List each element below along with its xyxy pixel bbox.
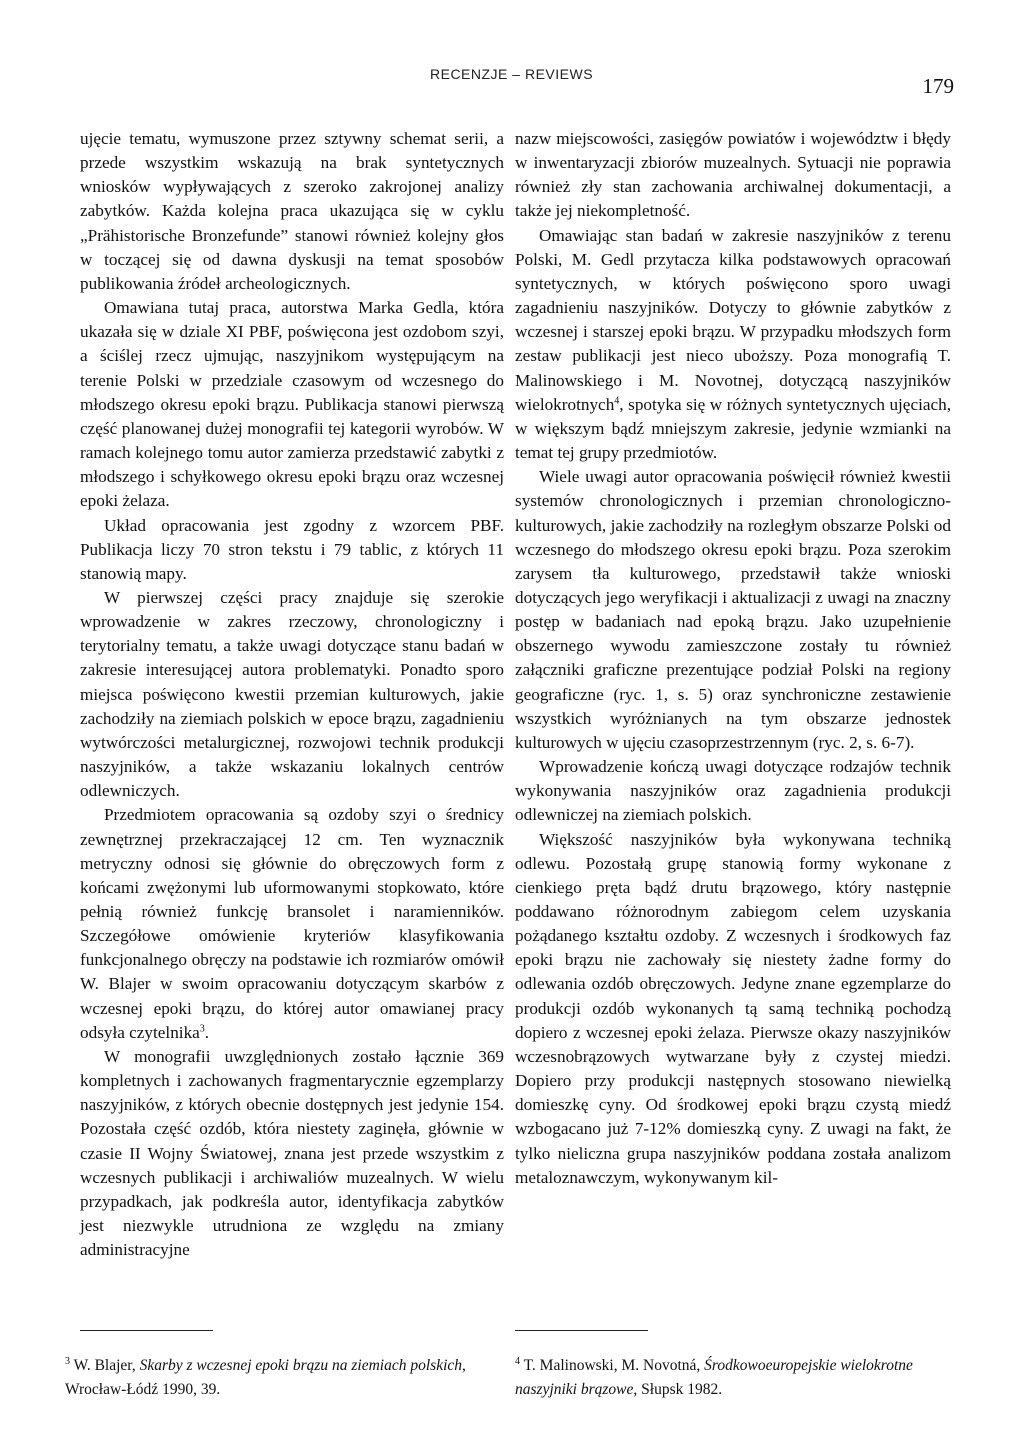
paragraph: Większość naszyjników była wykonywana techniką odlewu. Pozostałą grupę stanowią formy wykonane z cienkiego pręta bądź drutu brązowego, który następnie poddawano różnorodnym zabiegom celem uzyskania pożądanego kształtu ozdoby. Z wczesnych i środkowych faz epoki brązu nie zachowały się niestety żadne formy do odlewania ozdób obręczowych. Jedyne znane egzemplarze do produkcji ozdób wykonanych tą samą techniką pochodzą dopiero z wczesnej epoki żelaza. Pierwsze okazy naszyjników wczesnobrązowych wytwarzane były z czystej miedzi. Dopiero przy produkcji następnych stosowano niewielką domieszkę cyny. Od środkowej epoki brązu czystą miedź wzbogacano już 7-12% domieszką cyny. Z uwagi na fakt, że tylko nieliczna grupa naszyjników poddana została analizom metaloznawczym, wykonywanym kil- (515, 829, 951, 1187)
paragraph: ujęcie tematu, wymuszone przez sztywny schemat serii, a przede wszystkim wskazują na brak syntetycznych wniosków wypływających z szeroko zakrojonej analizy zabytków. Każda kolejna praca ukazująca się w cyklu „Prähistorische Bronzefunde” stanowi również kolejny głos w toczącej się od dawna dyskusji na temat sposobów publikowania źródeł archeologicznych. (80, 129, 504, 293)
paragraph-end: . (204, 1022, 210, 1042)
footnote-4 (515, 1354, 955, 1402)
footnote-divider (80, 1330, 213, 1331)
paragraph (515, 224, 951, 466)
paragraph: W monografii uwzględnionych zostało łącznie 369 kompletnych i zachowanych fragmentarycznie egzemplarzy naszyjników, z których obecnie dostępnych jest jedynie 154. Pozostała część ozdób, która niestety zaginęła, głównie w czasie II Wojny Światowej, znana jest przede wszystkim z wczesnych publikacji i archiwaliów muzealnych. W wielu przypadkach, jak podkreśla autor, identyfikacja zabytków jest niezwykle utrudniona ze względu na zmiany administracyjne (80, 1046, 504, 1260)
paragraph: W pierwszej części pracy znajduje się szerokie wprowadzenie w zakres rzeczowy, chronologiczny i terytorialny tematu, a także uwagi dotyczące stanu badań w zakresie interesującej autora problematyki. Ponadto sporo miejsca poświęcono kwestii przemian kulturowych, jakie zachodziły na ziemiach polskich w epoce brązu, zagadnieniu wytwórczości metalurgicznej, rozwojowi technik produkcji naszyjników, a także wskazaniu lokalnych centrów odlewniczych. (80, 587, 504, 801)
paragraph (80, 803, 504, 1045)
footnote-3 (65, 1354, 505, 1402)
paragraph: Wprowadzenie kończą uwagi dotyczące rodzajów technik wykonywania naszyjników oraz zagadnienia produkcji odlewniczej na ziemiach polskich. (515, 757, 951, 825)
footnote-mark: 4 (515, 1355, 520, 1367)
paragraph: Układ opracowania jest zgodny z wzorcem PBF. Publikacja liczy 70 stron tekstu i 79 tablic, z których 11 stanowią mapy. (80, 515, 504, 583)
footnote-author: T. Malinowski, M. Novotná, (523, 1357, 705, 1374)
right-column (515, 127, 951, 1190)
running-title: RECENZJE – REVIEWS (430, 66, 594, 82)
footnote-ref[interactable]: 4 (614, 394, 620, 406)
footnote-ref[interactable]: 3 (199, 1023, 205, 1035)
page-number: 179 (922, 74, 954, 98)
footnote-title: Środkowoeuropejskie wielokrotne naszyjniki brązowe (515, 1357, 913, 1398)
footnote-divider (515, 1330, 648, 1331)
paragraph: Omawiana tutaj praca, autorstwa Marka Gedla, która ukazała się w dziale XI PBF, poświęcona jest ozdobom szyi, a ściślej rzecz ujmując, naszyjnikom występującym na terenie Polski w przedziale czasowym od wczesnego do młodszego okresu epoki brązu. Publikacja stanowi pierwszą część planowanej dużej monografii tej kategorii wyrobów. W ramach kolejnego tomu autor zamierza przedstawić zabytki z młodszego i schyłkowego okresu epoki brązu oraz wczesnej epoki żelaza. (80, 298, 504, 511)
footnote-title: Skarby z wczesnej epoki brązu na ziemiach polskich (139, 1357, 463, 1374)
paragraph-text: , spotyka się w różnych syntetycznych ujęciach, w większym bądź mniejszym zakresie, jedynie wzmianki na temat tej grupy przedmiotów. (515, 394, 951, 463)
footnote-rest: , Wrocław-Łódź 1990, 39. (65, 1357, 466, 1398)
paragraph: nazw miejscowości, zasięgów powiatów i województw i błędy w inwentaryzacji zbiorów muzealnych. Sytuacji nie poprawia również zły stan zachowania archiwalnej dokumentacji, a także jej niekompletność. (515, 129, 951, 221)
footnote-rest: , Słupsk 1982. (633, 1381, 723, 1398)
footnote-author: W. Blajer, (73, 1357, 140, 1374)
paragraph: Wiele uwagi autor opracowania poświęcił również kwestii systemów chronologicznych i przemian chronologiczno-kulturowych, jakie zachodziły na rozległym obszarze Polski od wczesnego do młodszego okresu epoki brązu. Poza szerokim zarysem tła kulturowego, przedstawił także wnioski dotyczących jego weryfikacji i aktualizacji z uwagi na znaczny postęp w badaniach nad epoką brązu. Jako uzupełnienie obszernego wywodu zamieszczone zostały tu również załączniki graficzne prezentujące podział Polski na regiony geograficzne (ryc. 1, s. 5) oraz synchroniczne zestawienie wszystkich wyróżnianych na tym obszarze jednostek kulturowych w ujęciu czasoprzestrzennym (ryc. 2, s. 6-7). (515, 467, 951, 752)
footnote-mark: 3 (65, 1355, 70, 1367)
paragraph-text: Przedmiotem opracowania są ozdoby szyi o średnicy zewnętrznej przekraczającej 12 cm. Ten wyznacznik metryczny odnosi się głównie do obręczowych form z końcami zwężonymi lub uformowanymi stopkowato, które pełnią również funkcję bransolet i naramienników. Szczegółowe omówienie kryteriów klasyfikowania funkcjonalnego obręczy na podstawie ich rozmiarów omówił W. Blajer w swoim opracowaniu dotyczącym skarbów z wczesnej epoki brązu, do której autor omawianej pracy odsyła czytelnika (80, 805, 504, 1042)
paragraph-text: Omawiając stan badań w zakresie naszyjników z terenu Polski, M. Gedl przytacza kilka podstawowych opracowań syntetycznych, w których poświęcono sporo uwagi zagadnieniu naszyjników. Dotyczy to głównie zabytków z wczesnej i starszej epoki brązu. W przypadku młodszych form zestaw publikacji jest nieco uboższy. Poza monografią T. Malinowskiego i M. Novotnej, dotyczącą naszyjników wielokrotnych (515, 225, 951, 414)
left-column (80, 127, 504, 1262)
